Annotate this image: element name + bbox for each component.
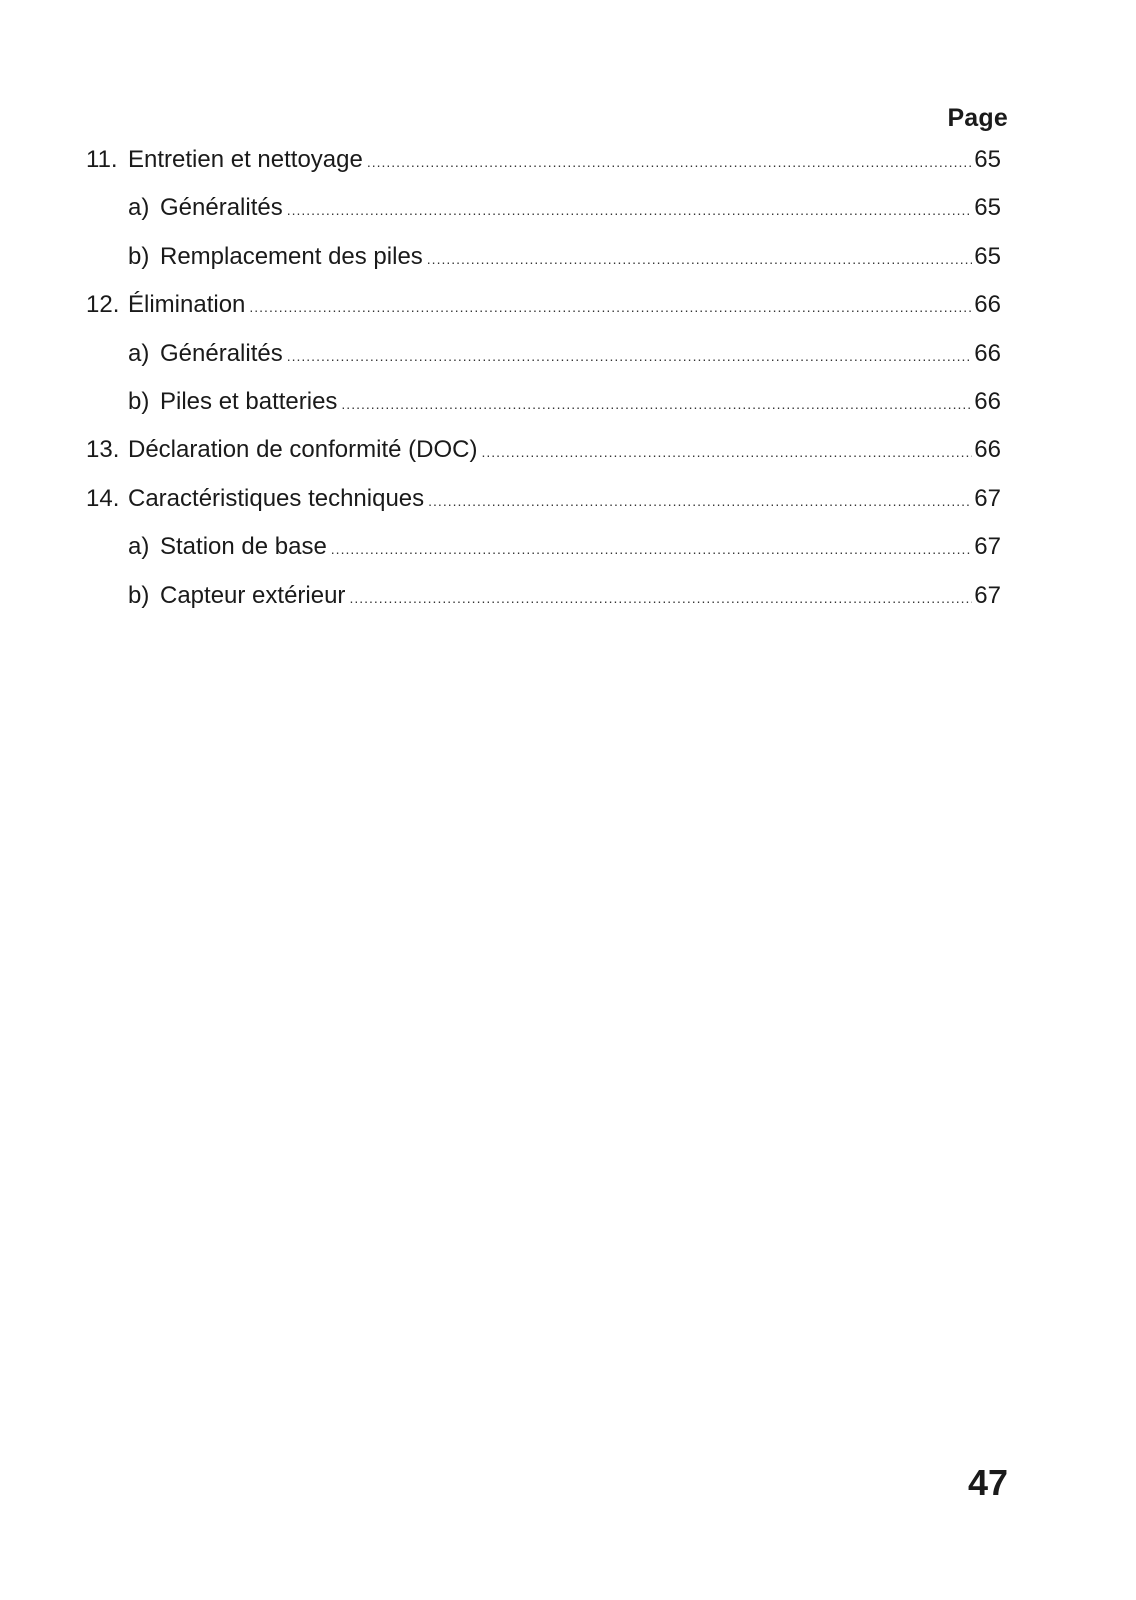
toc-entry-page: 66 [974, 291, 1001, 319]
toc-entry-12a [86, 340, 1001, 388]
toc-entry-page: 67 [974, 484, 1001, 512]
toc-entry-title: Déclaration de conformité (DOC) [128, 436, 478, 464]
toc-entry-title: Remplacement des piles [160, 242, 423, 270]
page-column-header: Page [947, 104, 1008, 132]
toc-entry-page: 65 [974, 146, 1001, 173]
toc-entry-14 [86, 485, 1001, 533]
toc-entry-13 [86, 436, 1001, 484]
toc-entry-number: 13. [86, 436, 120, 464]
toc-entry-title: Généralités [160, 194, 283, 222]
toc-entry-title: Station de base [160, 533, 327, 561]
toc-entry-14a [86, 533, 1001, 581]
toc-entry-title: Caractéristiques techniques [128, 484, 425, 512]
toc-entry-page: 65 [974, 242, 1001, 270]
toc-entry-11a [86, 194, 1001, 242]
toc-entry-page: 66 [974, 387, 1001, 415]
toc-entry-page: 67 [974, 581, 1001, 609]
toc-entry-11b [86, 243, 1001, 291]
toc-entry-number: b) [128, 387, 150, 415]
toc-entry-title: Capteur extérieur [160, 581, 346, 609]
toc-entry-title: Piles et batteries [160, 387, 338, 415]
toc-entry-page: 65 [974, 194, 1001, 222]
toc-entry-number: b) [128, 581, 150, 609]
toc-entry-page: 66 [974, 436, 1001, 464]
dot-leader [287, 202, 973, 218]
page-number: 47 [967, 1462, 1008, 1503]
toc-entry-title: Élimination [128, 291, 246, 319]
dot-leader [287, 348, 973, 364]
dot-leader [249, 299, 972, 315]
toc-entry-number: a) [128, 339, 150, 367]
toc-entry-page: 66 [974, 339, 1001, 367]
toc-entry-number: b) [128, 242, 150, 270]
dot-leader [349, 590, 972, 606]
toc-entry-14b [86, 582, 1001, 630]
toc-entry-page: 67 [974, 533, 1001, 561]
dot-leader [428, 493, 972, 509]
dot-leader [481, 444, 972, 460]
toc-entry-11 [86, 146, 1001, 194]
toc-entry-number: 12. [86, 291, 120, 319]
dot-leader [331, 541, 973, 557]
toc-entry-title: Entretien et nettoyage [128, 146, 363, 173]
dot-leader [341, 396, 972, 412]
dot-leader [427, 251, 973, 267]
toc-entry-number: 11. [86, 146, 118, 173]
toc-entry-title: Généralités [160, 339, 283, 367]
toc-entry-number: a) [128, 194, 150, 222]
dot-leader [367, 154, 972, 170]
toc-entry-number: 14. [86, 484, 120, 512]
toc-entry-12b [86, 388, 1001, 436]
toc-entry-number: a) [128, 533, 150, 561]
toc-entry-12 [86, 291, 1001, 339]
table-of-contents [86, 146, 1001, 630]
